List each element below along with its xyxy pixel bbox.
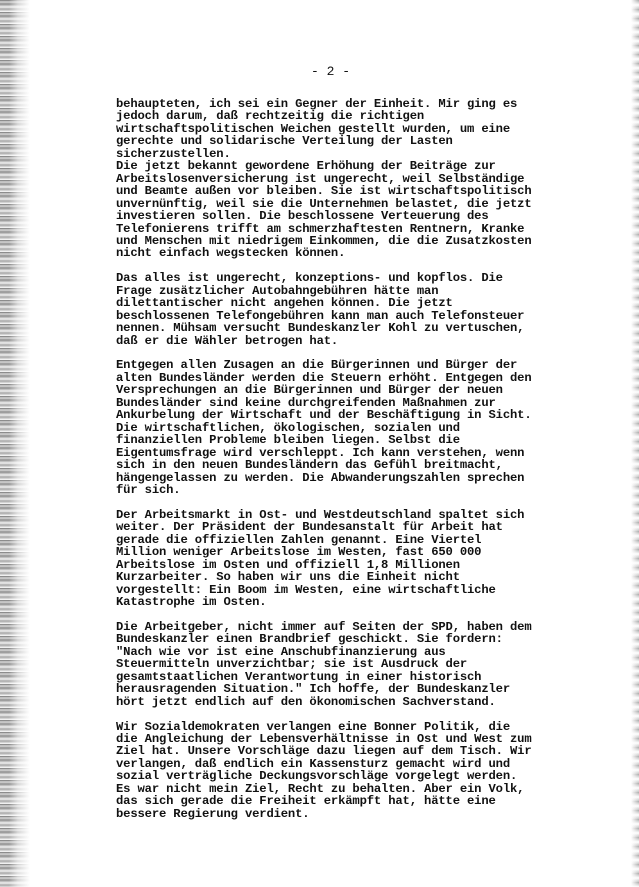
text-line: gerade die offiziellen Zahlen genannt. Eine Viertel	[116, 532, 482, 547]
text-line: Frage zusätzlicher Autobahngebühren hätte man	[116, 283, 439, 298]
text-line: vorgestellt: Ein Boom im Westen, eine wirtschaftliche	[116, 582, 496, 597]
text-line: sich in den neuen Bundesländern das Gefühl breitmacht,	[116, 458, 503, 473]
text-line: verlangen, daß endlich ein Kassensturz gemacht wird und	[116, 756, 511, 771]
text-line: finanziellen Probleme bleiben liegen. Selbst die	[116, 433, 460, 448]
text-line: Das alles ist ungerecht, konzeptions- und kopflos. Die	[116, 271, 503, 286]
text-line: Es war nicht mein Ziel, Recht zu behalten. Aber ein Volk,	[116, 781, 525, 796]
text-line: Die Arbeitgeber, nicht immer auf Seiten der SPD, haben dem	[116, 619, 532, 634]
text-line: Katastrophe im Osten.	[116, 595, 267, 610]
text-line: "Nach wie vor ist eine Anschubfinanzierung aus	[116, 644, 446, 659]
paragraph-4	[116, 509, 626, 609]
paragraph-3	[116, 359, 626, 496]
text-line: gesamtstaatlichen Verantwortung in einer historisch	[116, 669, 482, 684]
text-line: Ziel hat. Unsere Vorschläge dazu liegen auf dem Tisch. Wir	[116, 744, 532, 759]
paragraph-6	[116, 721, 626, 821]
paragraph-2	[116, 272, 626, 347]
text-line: Die jetzt bekannt gewordene Erhöhung der Beiträge zur	[116, 159, 496, 174]
text-line: Eigentumsfrage wird verschleppt. Ich kann verstehen, wenn	[116, 445, 525, 460]
text-line: Bundeskanzler einen Brandbrief geschickt. Sie fordern:	[116, 632, 503, 647]
text-line: Entgegen allen Zusagen an die Bürgerinnen und Bürger der	[116, 358, 518, 373]
text-line: jedoch darum, daß rechtzeitig die richtigen	[116, 109, 425, 124]
text-line: Telefonierens trifft am schmerzhaftesten Rentnern, Kranke	[116, 221, 525, 236]
scan-edge-right	[631, 0, 639, 887]
text-line: beschlossenen Telefongebühren kann man auch Telefonsteuer	[116, 308, 525, 323]
text-line: behaupteten, ich sei ein Gegner der Einheit. Mir ging es	[116, 97, 518, 111]
text-line: sicherzustellen.	[116, 146, 231, 161]
paragraph-5	[116, 621, 626, 708]
page-number: - 2 -	[311, 64, 351, 79]
text-line: Arbeitslose im Osten und offiziell 1,8 Millionen	[116, 557, 460, 572]
text-line: sozial verträgliche Deckungsvorschläge vorgelegt werden.	[116, 769, 518, 784]
text-line: Der Arbeitsmarkt in Ost- und Westdeutschland spaltet sich	[116, 507, 525, 522]
text-line: für sich.	[116, 483, 181, 498]
text-line: investieren sollen. Die beschlossene Verteuerung des	[116, 209, 489, 224]
text-line: nennen. Mühsam versucht Bundeskanzler Kohl zu vertuschen,	[116, 321, 525, 336]
text-line: dilettantischer nicht angehen können. Die jetzt	[116, 296, 453, 311]
text-line: Wir Sozialdemokraten verlangen eine Bonner Politik, die	[116, 719, 511, 734]
text-line: daß er die Wähler betrogen hat.	[116, 333, 339, 348]
text-line: das sich gerade die Freiheit erkämpft hat, hätte eine	[116, 794, 496, 809]
text-line: gerechte und solidarische Verteilung der Lasten	[116, 134, 453, 149]
body-text	[116, 98, 626, 833]
text-line: nicht einfach wegstecken können.	[116, 246, 346, 261]
paragraph-1	[116, 98, 626, 260]
text-line: und Menschen mit niedrigem Einkommen, die die Zusatzkosten	[116, 233, 532, 248]
text-line: bessere Regierung verdient.	[116, 806, 310, 821]
text-line: die Angleichung der Lebensverhältnisse in Ost und West zum	[116, 732, 532, 747]
text-line: und Beamte außen vor bleiben. Sie ist wirtschaftspolitisch	[116, 184, 532, 199]
text-line: Bundesländer sind keine durchgreifenden Maßnahmen zur	[116, 395, 496, 410]
text-line: Kurzarbeiter. So haben wir uns die Einheit nicht	[116, 570, 460, 585]
text-line: Ankurbelung der Wirtschaft und der Beschäftigung in Sicht.	[116, 408, 532, 423]
text-line: weiter. Der Präsident der Bundesanstalt für Arbeit hat	[116, 520, 503, 535]
text-line: Versprechungen an die Bürgerinnen und Bürger der neuen	[116, 383, 503, 398]
text-line: wirtschaftspolitischen Weichen gestellt wurden, um eine	[116, 121, 511, 136]
text-line: Steuermitteln unverzichtbar; sie ist Ausdruck der	[116, 657, 468, 672]
text-line: Arbeitslosenversicherung ist ungerecht, weil Selbständige	[116, 171, 525, 186]
text-line: herausragenden Situation." Ich hoffe, der Bundeskanzler	[116, 682, 511, 697]
text-line: unvernünftig, weil sie die Unternehmen belastet, die jetzt	[116, 196, 532, 211]
text-line: Million weniger Arbeitslose im Westen, fast 650 000	[116, 545, 482, 560]
text-line: hört jetzt endlich auf den ökonomischen Sachverstand.	[116, 694, 496, 709]
text-line: hängengelassen zu werden. Die Abwanderungszahlen sprechen	[116, 470, 525, 485]
text-line: Die wirtschaftlichen, ökologischen, sozialen und	[116, 420, 460, 435]
scan-edge-left	[0, 0, 30, 887]
text-line: alten Bundesländer werden die Steuern erhöht. Entgegen den	[116, 370, 532, 385]
